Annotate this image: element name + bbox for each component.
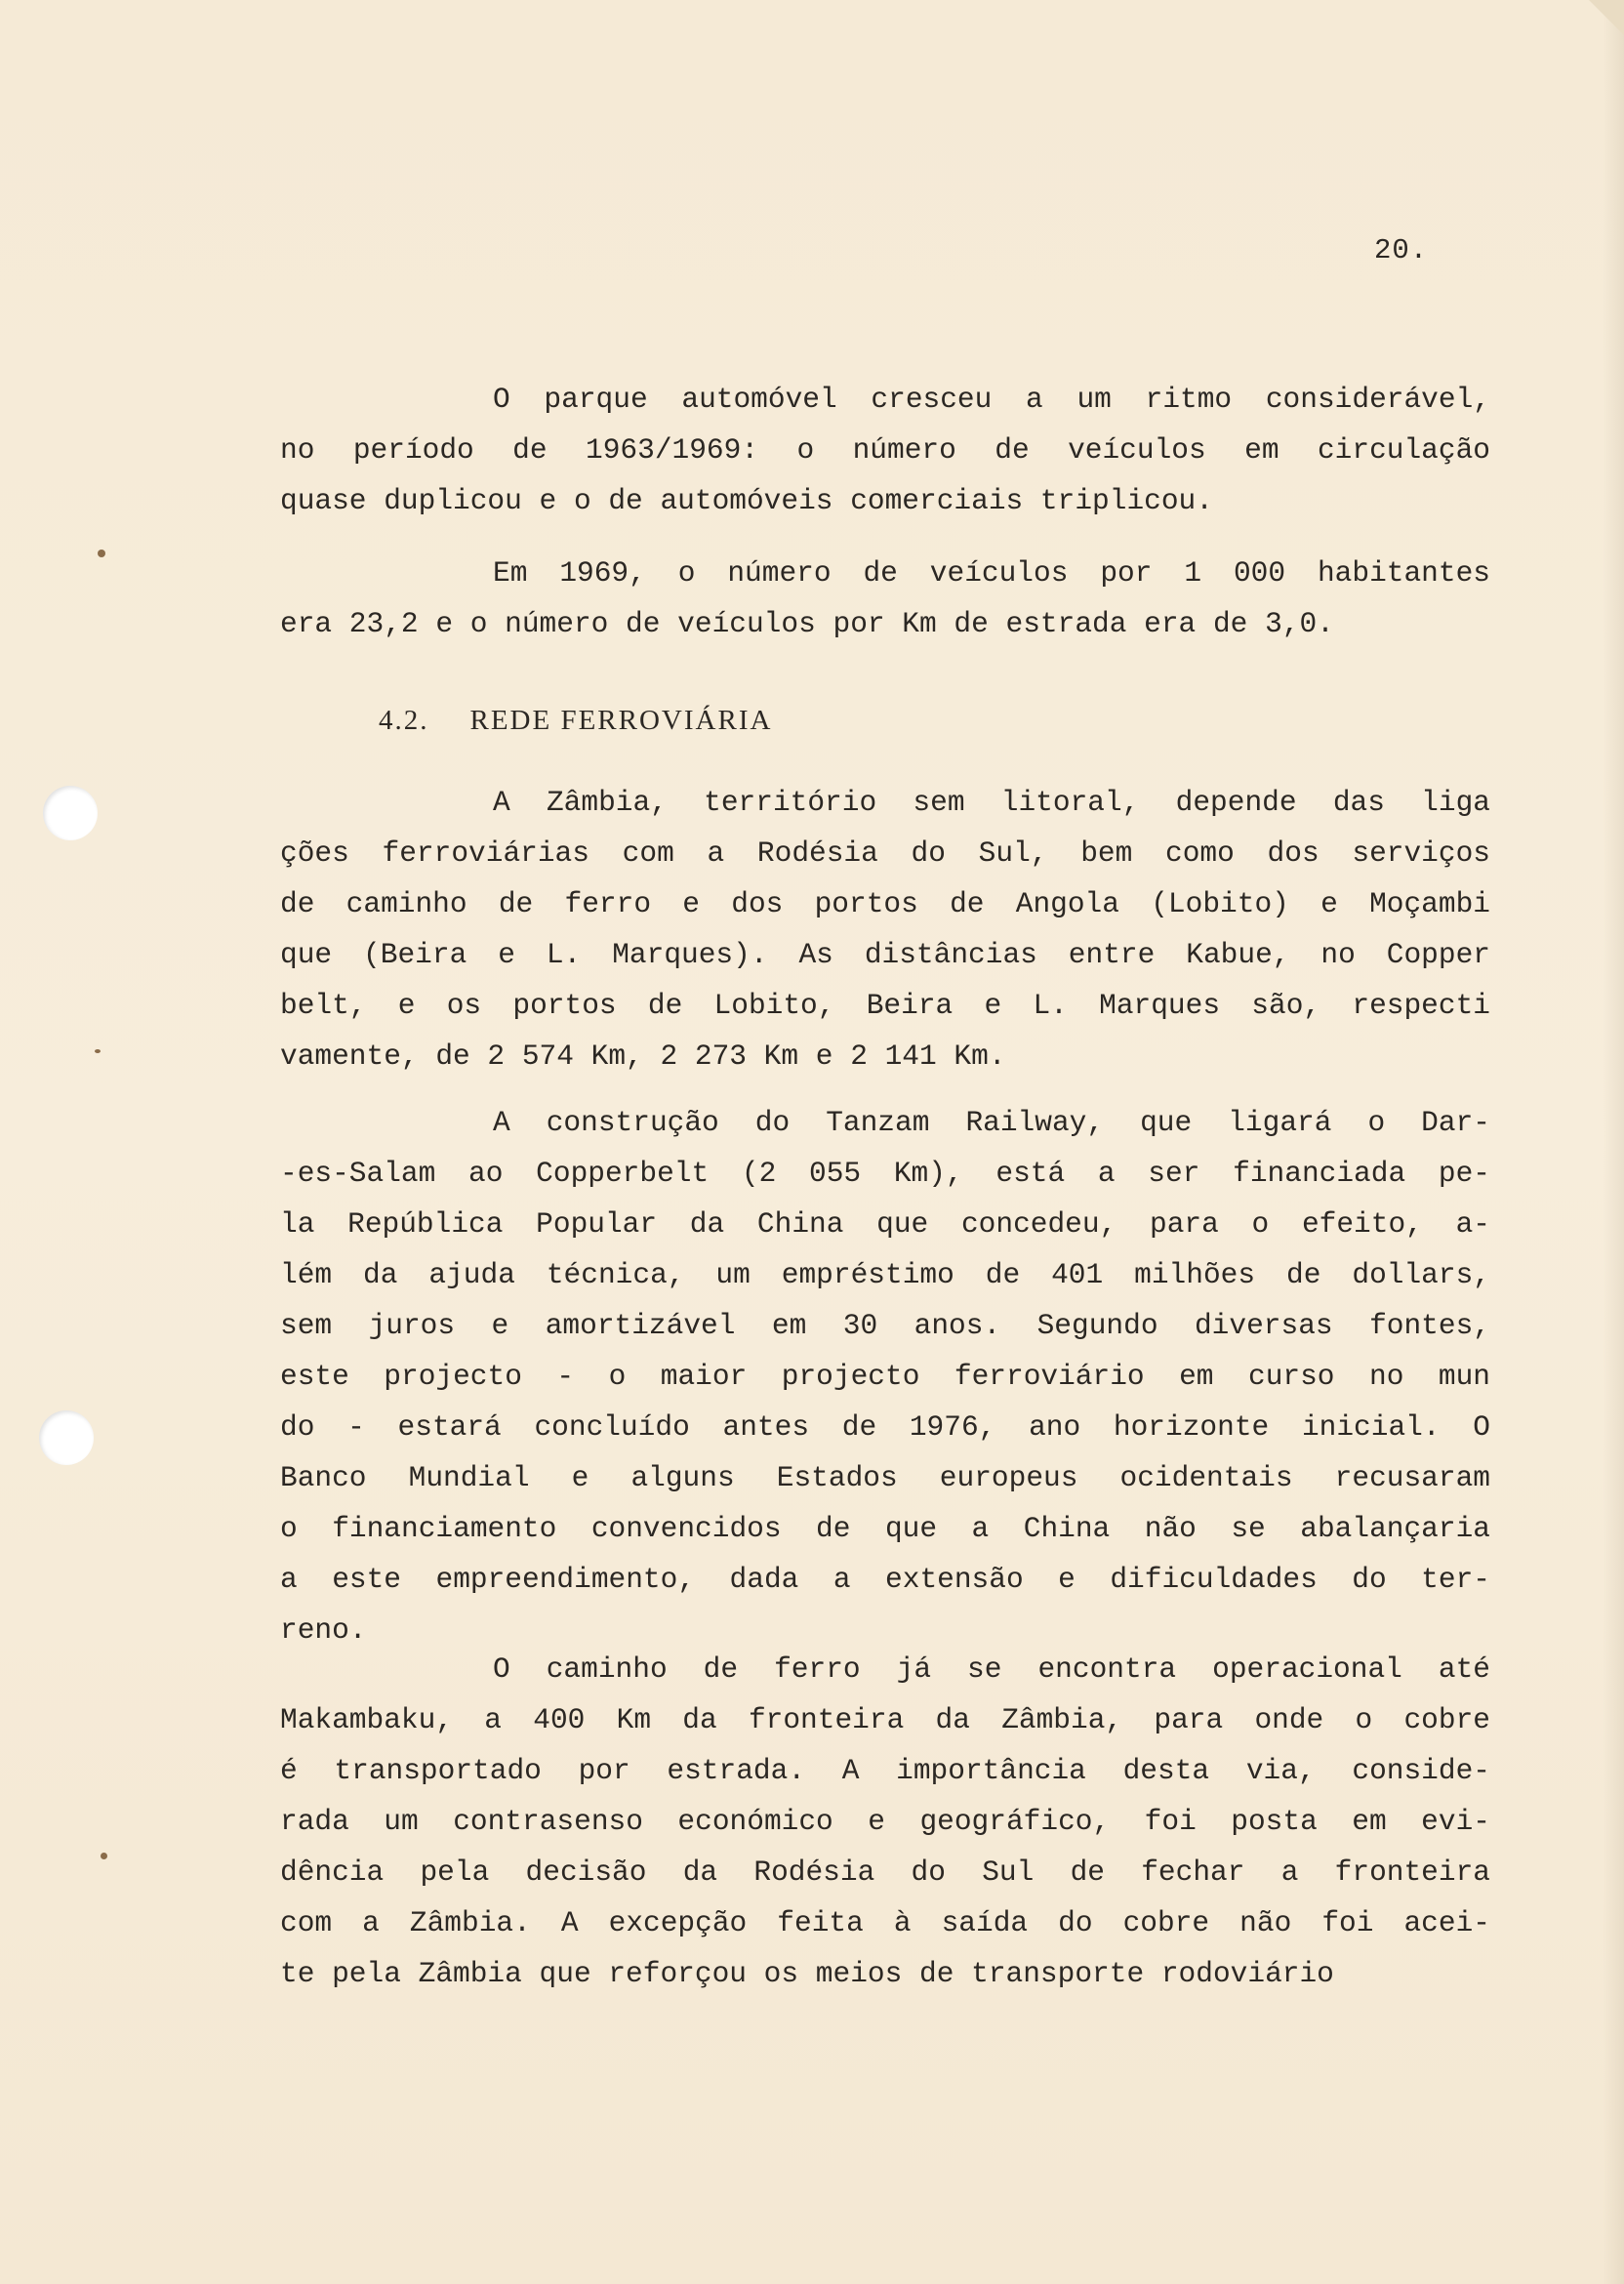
text-line: O caminho de ferro já se encontra operacional até [493,1652,1490,1686]
paper-speck [95,1049,101,1053]
text-line: era 23,2 e o número de veículos por Km de estrada era de 3,0. [280,607,1334,640]
punch-hole [43,786,98,840]
section-heading [379,705,772,737]
page-number: 20. [1374,234,1429,266]
text-line: com a Zâmbia. A excepção feita à saída do cobre não foi acei- [280,1906,1490,1939]
text-line: belt, e os portos de Lobito, Beira e L. Marques são, respecti [280,989,1490,1022]
text-line: O parque automóvel cresceu a um ritmo considerável, [493,383,1490,416]
text-line: la República Popular da China que concedeu, para o efeito, a- [280,1207,1490,1241]
text-line: rada um contrasenso económico e geográfico, foi posta em evi- [280,1805,1490,1838]
text-line: vamente, de 2 574 Km, 2 273 Km e 2 141 Km. [280,1040,1006,1073]
text-line: que (Beira e L. Marques). As distâncias entre Kabue, no Copper [280,938,1490,971]
text-line: lém da ajuda técnica, um empréstimo de 401 milhões de dollars, [280,1258,1490,1291]
text-line: de caminho de ferro e dos portos de Angola (Lobito) e Moçambi [280,887,1490,920]
text-line: Banco Mundial e alguns Estados europeus ocidentais recusaram [280,1461,1490,1494]
punch-hole [39,1410,94,1465]
text-line: este projecto - o maior projecto ferroviário em curso no mun [280,1360,1490,1393]
text-line: dência pela decisão da Rodésia do Sul de fechar a fronteira [280,1856,1490,1889]
text-line: sem juros e amortizável em 30 anos. Segundo diversas fontes, [280,1309,1490,1342]
text-line: o financiamento convencidos de que a China não se abalançaria [280,1512,1490,1545]
section-number: 4.2. [379,705,429,736]
text-line: a este empreendimento, dada a extensão e dificuldades do ter- [280,1563,1490,1596]
text-line: ções ferroviárias com a Rodésia do Sul, bem como dos serviços [280,836,1490,870]
page-corner [1589,0,1624,35]
text-line: quase duplicou e o de automóveis comerciais triplicou. [280,484,1213,517]
text-line: no período de 1963/1969: o número de veículos em circulação [280,433,1490,467]
text-line: A Zâmbia, território sem litoral, depende das liga [493,786,1490,819]
text-line: A construção do Tanzam Railway, que ligará o Dar- [493,1106,1490,1139]
paper-speck [101,1853,107,1859]
text-line: -es-Salam ao Copperbelt (2 055 Km), está a ser financiada pe- [280,1157,1490,1190]
text-line: é transportado por estrada. A importância desta via, conside- [280,1754,1490,1787]
page-edge-shadow [1603,0,1624,2284]
text-line: Makambaku, a 400 Km da fronteira da Zâmbia, para onde o cobre [280,1703,1490,1736]
text-line: do - estará concluído antes de 1976, ano horizonte inicial. O [280,1410,1490,1444]
section-title: REDE FERROVIÁRIA [469,705,773,736]
text-line: Em 1969, o número de veículos por 1 000 habitantes [493,556,1490,590]
text-line: reno. [280,1613,367,1647]
paper-speck [98,550,105,557]
text-line: te pela Zâmbia que reforçou os meios de transporte rodoviário [280,1957,1334,1990]
